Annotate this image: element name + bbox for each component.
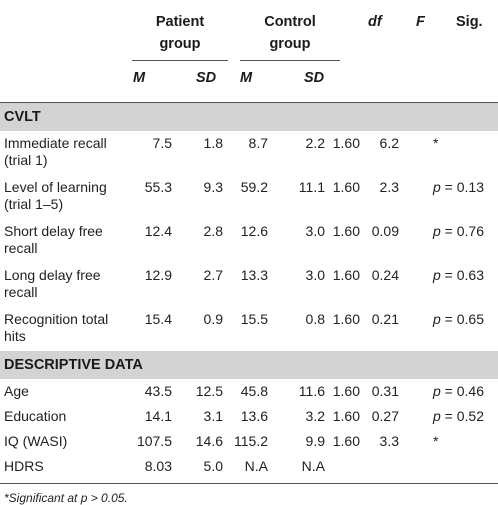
table-row (0, 263, 498, 307)
patient-sd: 14.6 (195, 433, 223, 449)
df-value (325, 454, 360, 479)
section-title: CVLT (0, 103, 498, 131)
table-row (0, 307, 498, 351)
patient-m: 43.5 (144, 383, 172, 399)
patient-m: 8.03 (144, 458, 172, 474)
df-value: 1.60 (332, 311, 360, 327)
patient-m: 12.9 (144, 267, 172, 283)
section-title: DESCRIPTIVE DATA (0, 351, 498, 379)
f-heading: F (416, 14, 425, 30)
control-m: 8.7 (248, 135, 268, 151)
row-label: Recognition total hits (4, 311, 109, 344)
row-label: Age (4, 383, 29, 399)
sig-value: p = 0.46 (433, 383, 484, 399)
sig-value: p = 0.65 (433, 311, 484, 327)
table-row (0, 131, 498, 175)
f-value: 3.3 (379, 433, 399, 449)
control-sd: 11.6 (298, 383, 325, 399)
control-m: 45.8 (240, 383, 268, 399)
control-m: 13.3 (240, 267, 268, 283)
patient-m: 15.4 (144, 311, 172, 327)
patient-sd: 2.8 (203, 223, 223, 239)
patient-group-underline (132, 60, 228, 61)
patient-sd: 3.1 (203, 408, 223, 424)
patient-group-heading-line1: Patient (155, 14, 205, 30)
control-sd: 3.2 (305, 408, 325, 424)
row-label: HDRS (4, 458, 44, 474)
control-m: 59.2 (240, 179, 268, 195)
control-sd: 0.8 (305, 311, 325, 327)
f-value: 0.09 (371, 223, 399, 239)
row-label: Immediate recall (trial 1) (4, 135, 107, 168)
control-sd: 9.9 (305, 433, 325, 449)
f-value: 2.3 (379, 179, 399, 195)
table-row (0, 219, 498, 263)
section-table (0, 379, 498, 479)
df-heading: df (368, 14, 382, 30)
patient-m: 107.5 (136, 433, 172, 449)
patient-group-heading-line2: group (159, 36, 201, 52)
df-value: 1.60 (332, 179, 360, 195)
control-sd: 3.0 (305, 267, 325, 283)
section-descriptive-data (0, 351, 498, 479)
df-value: 1.60 (332, 408, 360, 424)
patient-sd: 5.0 (203, 458, 223, 474)
df-value: 1.60 (332, 135, 360, 151)
row-label: Level of learning (trial 1–5) (4, 179, 107, 212)
patient-m: 12.4 (144, 223, 172, 239)
sig-value: p = 0.52 (433, 408, 484, 424)
control-m: 15.5 (240, 311, 268, 327)
patient-sd: 12.5 (195, 383, 223, 399)
footnote: *Significant at p > 0.05. (4, 491, 128, 505)
f-value: 0.27 (371, 408, 399, 424)
df-value: 1.60 (332, 433, 360, 449)
control-sd: 3.0 (305, 223, 325, 239)
patient-sd: 2.7 (203, 267, 223, 283)
control-sd: 2.2 (305, 135, 325, 151)
control-sd: N.A (301, 458, 325, 474)
control-sd: 11.1 (298, 179, 325, 195)
control-group-heading-line1: Control (264, 14, 316, 30)
f-value (360, 454, 399, 479)
control-m: 115.2 (234, 433, 268, 449)
sig-value: * (433, 433, 439, 449)
section-cvlt (0, 103, 498, 351)
patient-sd: 9.3 (203, 179, 223, 195)
row-label: IQ (WASI) (4, 433, 68, 449)
sig-value: * (433, 135, 439, 151)
sig-value (399, 454, 498, 479)
f-value: 0.31 (371, 383, 399, 399)
patient-sd: 0.9 (203, 311, 223, 327)
row-label: Education (4, 408, 67, 424)
table-row (0, 429, 498, 454)
patient-m: 55.3 (144, 179, 172, 195)
control-m: 12.6 (240, 223, 268, 239)
control-m: 13.6 (240, 408, 268, 424)
table-row (0, 175, 498, 219)
row-label: Long delay free recall (4, 267, 101, 300)
sig-value: p = 0.13 (433, 179, 484, 195)
df-value: 1.60 (332, 223, 360, 239)
control-m: N.A (244, 458, 268, 474)
table-header (0, 0, 498, 102)
table-row (0, 379, 498, 404)
patient-m-heading: M (133, 70, 146, 86)
control-group-underline (240, 60, 340, 61)
control-sd-heading: SD (304, 70, 325, 86)
section-table (0, 131, 498, 351)
sig-heading: Sig. (456, 14, 483, 30)
df-value: 1.60 (332, 267, 360, 283)
patient-m: 7.5 (152, 135, 172, 151)
table-row (0, 454, 498, 479)
patient-m: 14.1 (144, 408, 172, 424)
row-label: Short delay free recall (4, 223, 103, 256)
df-value: 1.60 (332, 383, 360, 399)
f-value: 0.24 (371, 267, 399, 283)
control-m-heading: M (240, 70, 253, 86)
sig-value: p = 0.63 (433, 267, 484, 283)
sig-value: p = 0.76 (433, 223, 484, 239)
f-value: 6.2 (379, 135, 399, 151)
f-value: 0.21 (371, 311, 399, 327)
table-row (0, 404, 498, 429)
patient-sd: 1.8 (203, 135, 223, 151)
control-group-heading-line2: group (269, 36, 311, 52)
patient-sd-heading: SD (196, 70, 217, 86)
